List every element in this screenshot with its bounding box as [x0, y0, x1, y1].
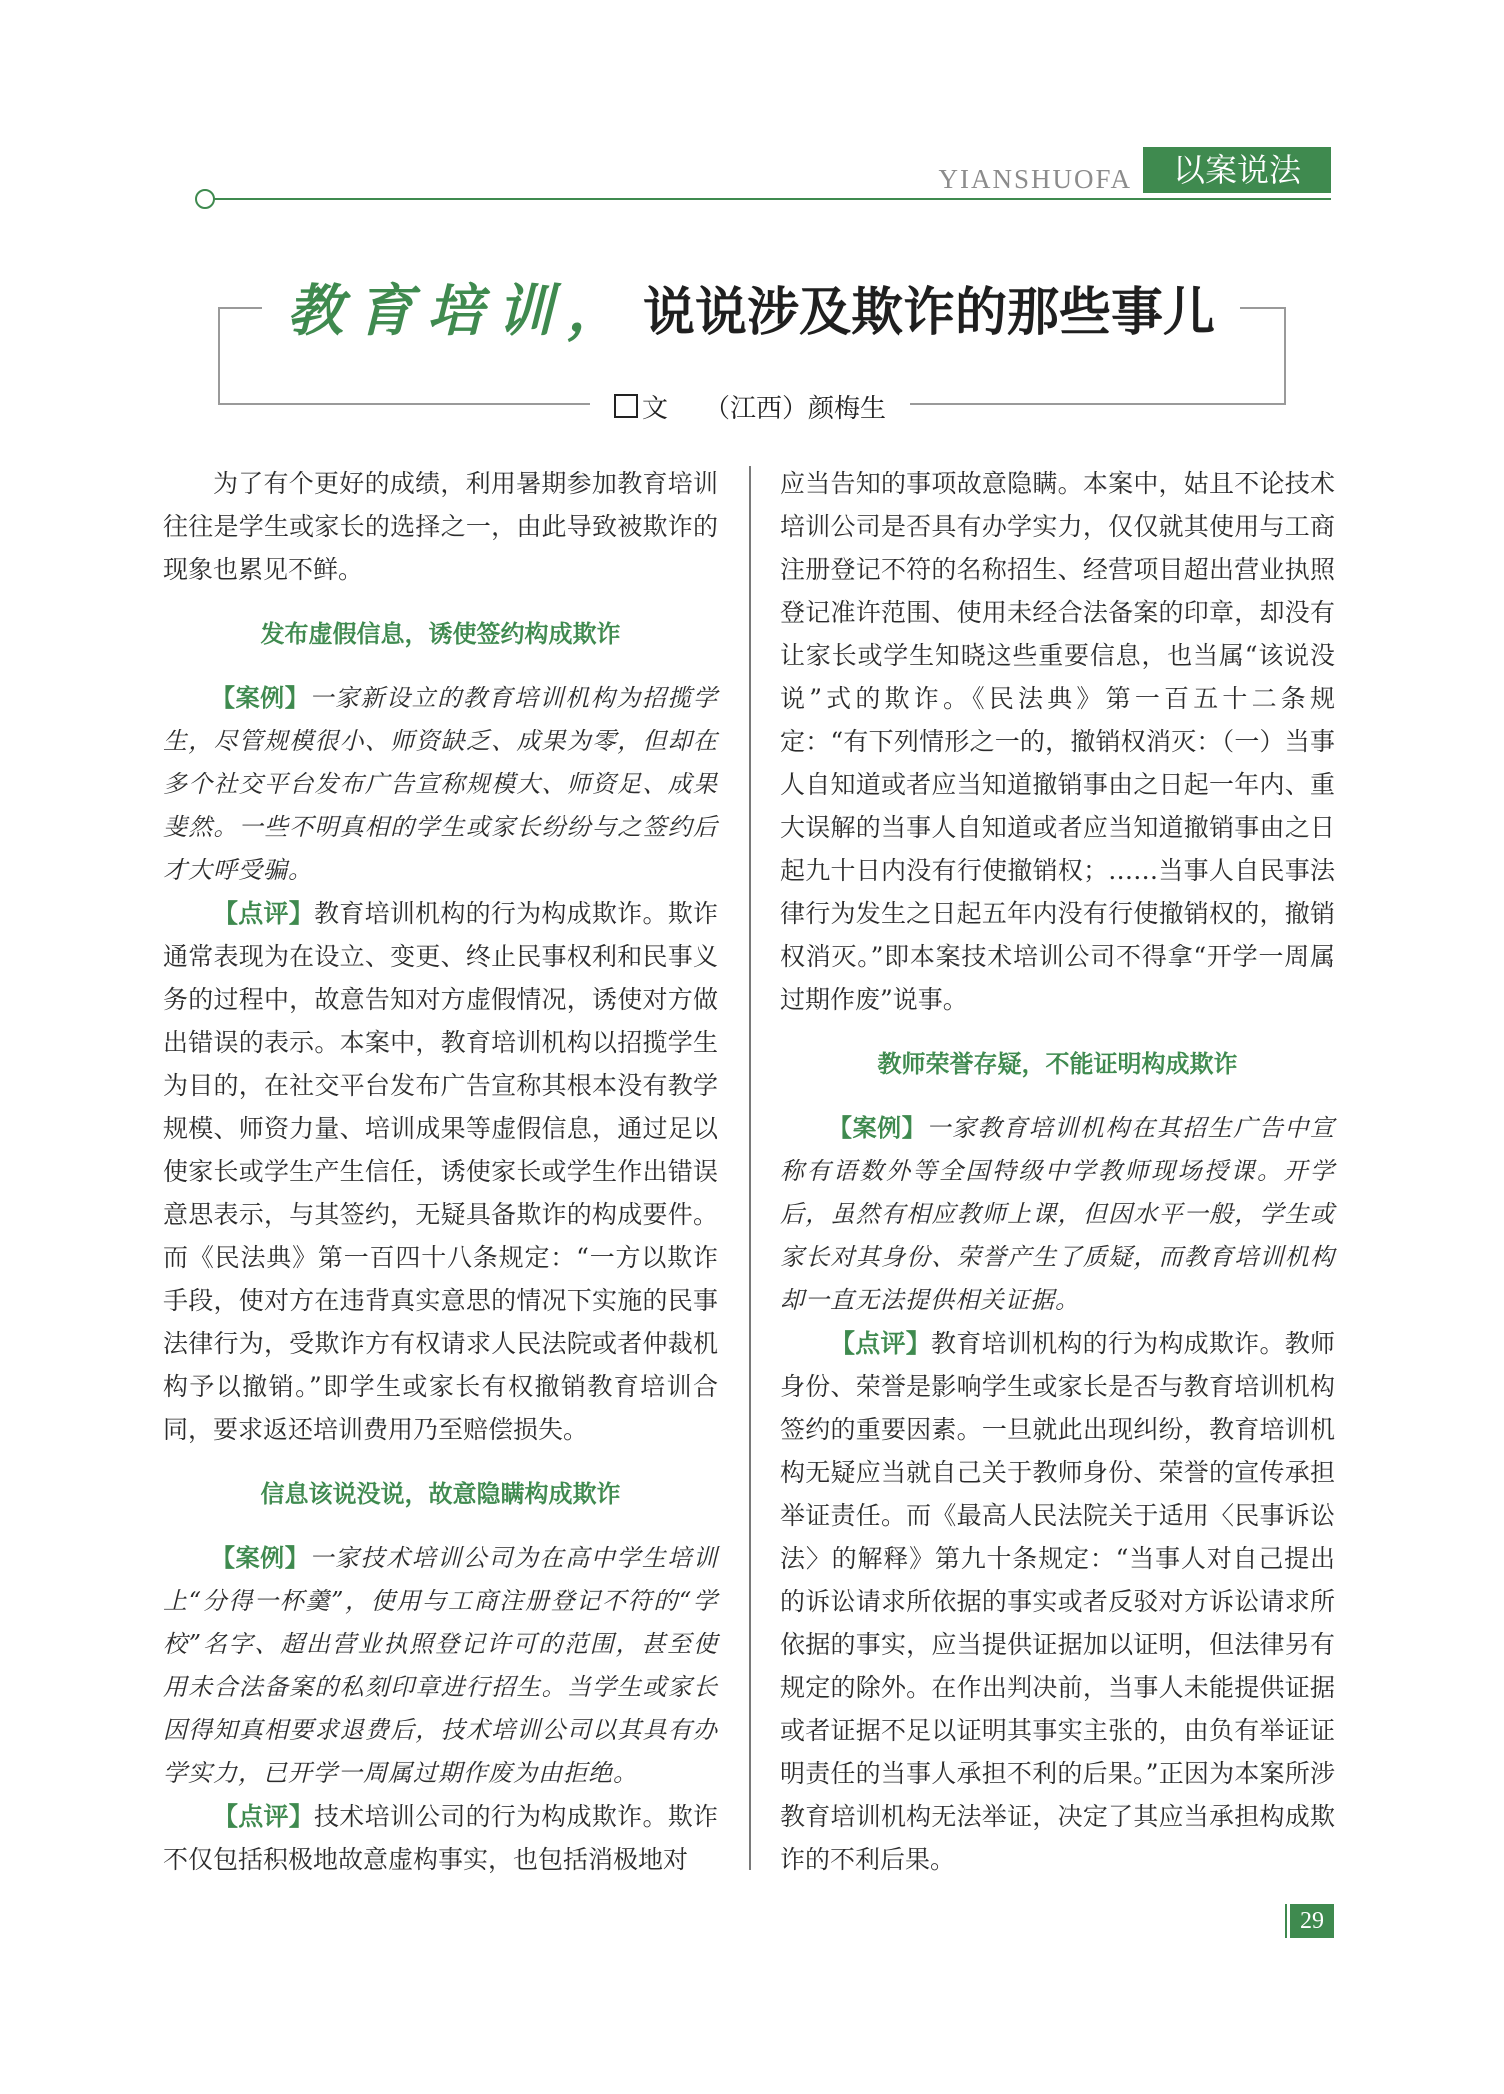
section-3-comment: [780, 1322, 1335, 1881]
article-title: [270, 262, 1232, 352]
case-tag: 【案例】: [211, 684, 310, 712]
section-1-case-text: 一家新设立的教育培训机构为招揽学生，尽管规模很小、师资缺乏、成果为零，但却在多个社交平台发布广告宣称规模大、师资足、成果斐然。一些不明真相的学生或家长纷纷与之签约后才大呼受骗。: [163, 684, 719, 884]
section-1-comment-text: 教育培训机构的行为构成欺诈。欺诈通常表现为在设立、变更、终止民事权利和民事义务的过程中，故意告知对方虚假情况，诱使对方做出错误的表示。本案中，教育培训机构以招揽学生为目的，在社交平台发布广告宣称其根本没有教学规模、师资力量、培训成果等虚假信息，通过足以使家长或学生产生信任，诱使家长或学生作出错误意思表示，与其签约，无疑具备欺诈的构成要件。而《民法典》第一百四十八条规定：“一方以欺诈手段，使对方在违背真实意思的情况下实施的民事法律行为，受欺诈方有权请求人民法院或者仲裁机构予以撤销。”即学生或家长有权撤销教育培训合同，要求返还培训费用乃至赔偿损失。: [163, 899, 718, 1444]
section-2-case-text: 一家技术培训公司为在高中学生培训上“分得一杯羹”，使用与工商注册登记不符的“学校”名字、超出营业执照登记许可的范围，甚至使用未合法备案的私刻印章进行招生。当学生或家长因得知真相要求退费后，技术培训公司以其具有办学实力，已开学一周属过期作废为由拒绝。: [163, 1544, 719, 1787]
comment-tag: 【点评】: [213, 1802, 315, 1831]
title-part-black: 说说涉及欺诈的那些事儿: [642, 282, 1215, 343]
square-icon: [614, 394, 638, 418]
section-1-heading: 发布虚假信息，诱使签约构成欺诈: [260, 620, 621, 648]
section-2-heading: 信息该说没说，故意隐瞒构成欺诈: [260, 1480, 621, 1508]
section-2-comment-start: [163, 1795, 718, 1881]
comment-tag: 【点评】: [213, 899, 315, 928]
section-2-comment-continued: 应当告知的事项故意隐瞒。本案中，姑且不论技术培训公司是否具有办学实力，仅仅就其使用与工商注册登记不符的名称招生、经营项目超出营业执照登记准许范围、使用未经合法备案的印章，却没有让家长或学生知晓这些重要信息，也当属“该说没说”式的欺诈。《民法典》第一百五十二条规定：“有下列情形之一的，撤销权消灭：（一）当事人自知道或者应当知道撤销事由之日起一年内、重大误解的当事人自知道或者应当知道撤销事由之日起九十日内没有行使撤销权；……当事人自民事法律行为发生之日起五年内没有行使撤销权的，撤销权消灭。”即本案技术培训公司不得拿“开学一周属过期作废”说事。: [780, 469, 1335, 1014]
section-2-case: [163, 1537, 718, 1795]
page-number-bar: [1285, 1904, 1287, 1938]
byline-wen: 文: [641, 393, 668, 424]
title-part-green: 教育培训，: [286, 278, 637, 344]
section-2-comment-text-a: 技术培训公司的行为构成欺诈。欺诈不仅包括积极地故意虚构事实，也包括消极地对: [163, 1802, 718, 1874]
intro-paragraph: 为了有个更好的成绩，利用暑期参加教育培训往往是学生或家长的选择之一，由此导致被欺诈的现象也累见不鲜。: [163, 469, 718, 584]
section-3-comment-text: 教育培训机构的行为构成欺诈。教师身份、荣誉是影响学生或家长是否与教育培训机构签约的重要因素。一旦就此出现纠纷，教育培训机构无疑应当就自己关于教师身份、荣誉的宣传承担举证责任。而《最高人民法院关于适用〈民事诉讼法〉的解释》第九十条规定：“当事人对自己提出的诉讼请求所依据的事实或者反驳对方诉讼请求所依据的事实，应当提供证据加以证明，但法律另有规定的除外。在作出判决前，当事人未能提供证据或者证据不足以证明其事实主张的，由负有举证证明责任的当事人承担不利的后果。”正因为本案所涉教育培训机构无法举证，决定了其应当承担构成欺诈的不利后果。: [780, 1329, 1335, 1874]
section-3-heading: 教师荣誉存疑，不能证明构成欺诈: [877, 1050, 1238, 1078]
header-rule: [214, 198, 1331, 200]
column-name-tab: 以案说法: [1143, 147, 1331, 193]
section-3-case: [780, 1107, 1335, 1322]
byline: [590, 384, 910, 428]
byline-author: （江西）颜梅生: [704, 393, 887, 424]
case-tag: 【案例】: [828, 1114, 927, 1142]
comment-tag: 【点评】: [830, 1329, 932, 1358]
title-frame-top-left: [218, 307, 262, 309]
section-1-comment: [163, 892, 718, 1451]
header-circle-icon: [195, 189, 215, 209]
section-1-case: [163, 677, 718, 892]
column-divider: [749, 466, 751, 1870]
column-right: [780, 462, 1335, 1881]
case-tag: 【案例】: [211, 1544, 310, 1572]
column-left: [163, 462, 718, 1881]
section-3-case-text: 一家教育培训机构在其招生广告中宣称有语数外等全国特级中学教师现场授课。开学后，虽然有相应教师上课，但因水平一般，学生或家长对其身份、荣誉产生了质疑，而教育培训机构却一直无法提供相关证据。: [780, 1114, 1336, 1314]
column-name-english: YIANSHUOFA: [938, 164, 1132, 194]
title-frame-top-right: [1240, 307, 1284, 309]
page-number: 29: [1290, 1904, 1334, 1938]
